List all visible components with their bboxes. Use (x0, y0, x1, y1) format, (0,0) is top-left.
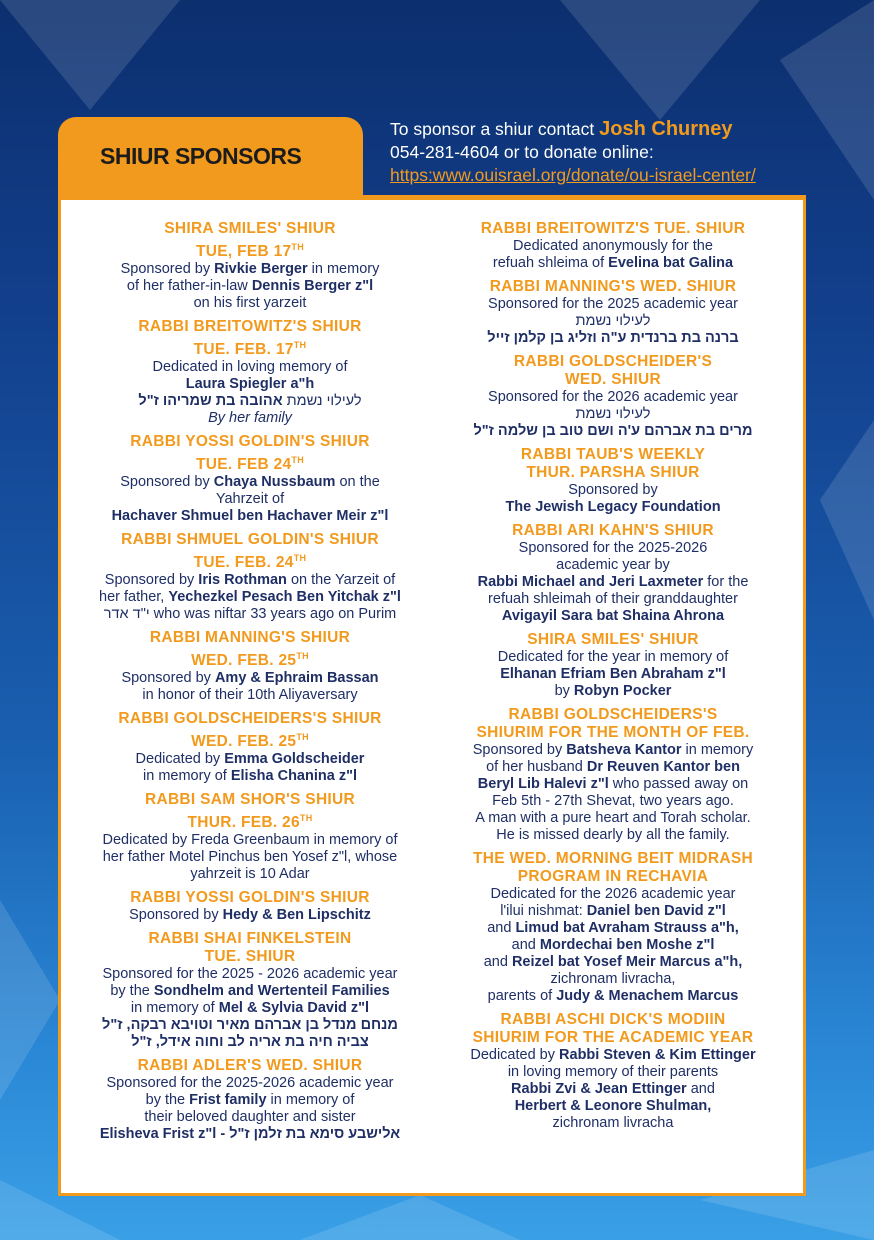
sponsor-line: Laura Spiegler a"h (185, 376, 315, 392)
shiur-title: RABBI YOSSI GOLDIN'S SHIUR (130, 889, 370, 906)
shiur-date: WED. FEB. 25TH (191, 651, 309, 669)
sponsor-line: Dedicated in loving memory of (152, 359, 348, 375)
sponsor-line: and Mordechai ben Moshe z"l (511, 937, 715, 953)
donate-link[interactable]: https:www.ouisrael.org/donate/ou-israel-center/ (390, 165, 756, 185)
shiur-date: TUE, FEB 17TH (195, 242, 305, 260)
sponsor-line: and Limud bat Avraham Strauss a"h, (487, 920, 739, 936)
shiur-title: RABBI SHAI FINKELSTEIN (148, 930, 352, 947)
contact-phone: 054-281-4604 or to donate online: (390, 142, 654, 162)
sponsor-line: Sponsored by Batsheva Kantor in memory (472, 742, 754, 758)
sponsor-block (438, 446, 788, 516)
sponsor-block (71, 433, 429, 525)
sponsor-line: their beloved daughter and sister (144, 1109, 356, 1125)
sponsor-block (71, 318, 429, 427)
shiur-date: SHIURIM FOR THE MONTH OF FEB. (476, 724, 750, 741)
shiur-title: RABBI MANNING'S SHIUR (149, 629, 351, 646)
sponsor-line: Sponsored for the 2025 academic year (488, 296, 738, 312)
sponsor-line: of her father-in-law Dennis Berger z"l (126, 278, 374, 294)
shiur-title: RABBI SAM SHOR'S SHIUR (144, 791, 356, 808)
shiur-title: RABBI GOLDSCHEIDERS'S (508, 706, 718, 723)
sponsor-block (438, 220, 788, 272)
sponsor-line: refuah shleimah of their granddaughter (488, 591, 738, 607)
sponsor-line: Rabbi Michael and Jeri Laxmeter for the (477, 574, 749, 590)
sponsor-line: and Reizel bat Yosef Meir Marcus a"h, (483, 954, 743, 970)
sponsor-block (71, 791, 429, 883)
sponsor-line: in honor of their 10th Aliyaversary (142, 687, 358, 703)
sponsor-line: Sponsored for the 2026 academic year (488, 389, 738, 405)
sponsor-line: Dedicated by Rabbi Steven & Kim Ettinger (470, 1047, 756, 1063)
sponsor-line: zichronam livracha (552, 1115, 674, 1131)
sponsor-line: on his first yarzeit (193, 295, 307, 311)
sponsor-block (438, 522, 788, 625)
shiur-title: SHIRA SMILES' SHIUR (527, 631, 699, 648)
sponsor-line: zichronam livracha, (550, 971, 676, 987)
sponsor-line: צביה חיה בת אריה לב וחוה אידל, ז"ל (131, 1034, 369, 1050)
shiur-title: RABBI BREITOWITZ'S SHIUR (138, 318, 362, 335)
shiur-date: THUR. FEB. 26TH (187, 813, 313, 831)
shiur-date: TUE. FEB. 24TH (193, 553, 307, 571)
sponsor-line: Dedicated anonymously for the (513, 238, 713, 254)
shiur-title: RABBI YOSSI GOLDIN'S SHIUR (130, 433, 370, 450)
shiur-date: WED. SHIUR (565, 371, 661, 388)
sponsor-line: by the Sondhelm and Wertenteil Families (110, 983, 390, 999)
sponsor-block (438, 1011, 788, 1132)
page-title: SHIUR SPONSORS (100, 143, 302, 169)
sponsor-line: Sponsored by Hedy & Ben Lipschitz (129, 907, 371, 923)
shiur-title: RABBI ARI KAHN'S SHIUR (512, 522, 714, 539)
right-column (438, 220, 788, 1138)
shiur-date: SHIURIM FOR THE ACADEMIC YEAR (472, 1029, 754, 1046)
sponsor-line: Feb 5th - 27th Shevat, two years ago. (492, 793, 734, 809)
sponsor-line: in loving memory of their parents (507, 1064, 719, 1080)
sponsor-line: Sponsored for the 2025-2026 (518, 540, 708, 556)
sponsor-block (71, 1057, 429, 1143)
sponsor-line: Dedicated by Freda Greenbaum in memory of (102, 832, 398, 848)
shiur-title: THE WED. MORNING BEIT MIDRASH (473, 850, 753, 867)
sponsor-block (71, 889, 429, 924)
sponsor-line: Sponsored for the 2025-2026 academic year (106, 1075, 394, 1091)
sponsor-line: By her family (208, 410, 292, 426)
shiur-title: RABBI GOLDSCHEIDER'S (513, 353, 713, 370)
shiur-title: RABBI ASCHI DICK'S MODIIN (500, 1011, 726, 1028)
sponsor-line: parents of Judy & Menachem Marcus (487, 988, 739, 1004)
sponsor-line: Sponsored by Amy & Ephraim Bassan (121, 670, 379, 686)
sponsor-line: מנחם מנדל בן אברהם מאיר וטויבא רבקה, ז"ל (102, 1017, 398, 1033)
shiur-title: RABBI GOLDSCHEIDERS'S SHIUR (118, 710, 382, 727)
shiur-title: RABBI ADLER'S WED. SHIUR (137, 1057, 363, 1074)
sponsor-block (71, 710, 429, 785)
sponsor-line: in memory of Mel & Sylvia David z"l (130, 1000, 370, 1016)
sponsor-line: her father, Yechezkel Pesach Ben Yitchak z"l (99, 589, 401, 605)
shiur-date: PROGRAM IN RECHAVIA (517, 868, 709, 885)
sponsor-line: Sponsored by Iris Rothman on the Yarzeit of (104, 572, 396, 588)
sponsor-line: Sponsored by Chaya Nussbaum on the (120, 474, 380, 490)
sponsor-block (438, 278, 788, 347)
sponsor-line: A man with a pure heart and Torah scholar. (475, 810, 751, 826)
sponsor-line: of her husband Dr Reuven Kantor ben (486, 759, 740, 775)
sponsor-block (71, 531, 429, 623)
sponsor-line: Elhanan Efriam Ben Abraham z"l (500, 666, 726, 682)
sponsor-block (438, 706, 788, 844)
left-column (71, 220, 429, 1149)
shiur-title: RABBI SHMUEL GOLDIN'S SHIUR (121, 531, 379, 548)
shiur-title: RABBI MANNING'S WED. SHIUR (489, 278, 737, 295)
sponsor-line: ברנה בת ברנדית ע"ה וזליג בן קלמן זייל (487, 330, 739, 346)
sponsor-line: Sponsored by (568, 482, 658, 498)
sponsor-line: לעילוי נשמת (575, 313, 651, 329)
sponsor-line: Dedicated for the 2026 academic year (490, 886, 736, 902)
contact-prefix: To sponsor a shiur contact (390, 119, 600, 139)
sponsor-line: Herbert & Leonore Shulman, (514, 1098, 712, 1114)
sponsor-line: Elisheva Frist z"l - אלישבע סימא בת זלמן ז"ל (99, 1126, 401, 1142)
sponsor-line: in memory of Elisha Chanina z"l (143, 768, 357, 784)
sponsor-block (438, 631, 788, 700)
sponsor-line: Dedicated by Emma Goldscheider (135, 751, 365, 767)
shiur-date: TUE. SHIUR (204, 948, 296, 965)
sponsor-line: לעילוי נשמת (575, 406, 651, 422)
sponsor-line: her father Motel Pinchus ben Yosef z"l, whose (102, 849, 398, 865)
sponsor-line: refuah shleima of Evelina bat Galina (492, 255, 734, 271)
sponsor-line: by the Frist family in memory of (145, 1092, 355, 1108)
shiur-title: RABBI BREITOWITZ'S TUE. SHIUR (480, 220, 746, 237)
shiur-date: THUR. PARSHA SHIUR (526, 464, 700, 481)
sponsor-line: He is missed dearly by all the family. (496, 827, 730, 843)
sponsor-line: academic year by (556, 557, 670, 573)
sponsor-line: Hachaver Shmuel ben Hachaver Meir z"l (111, 508, 389, 524)
sponsor-line: Dedicated for the year in memory of (497, 649, 729, 665)
sponsor-line: The Jewish Legacy Foundation (505, 499, 721, 515)
shiur-title: RABBI TAUB'S WEEKLY (520, 446, 706, 463)
sponsor-block (438, 353, 788, 440)
sponsor-block (438, 850, 788, 1005)
sponsor-contact (390, 118, 756, 187)
sponsor-line: Beryl Lib Halevi z"l who passed away on (477, 776, 749, 792)
sponsor-line: Sponsored by Rivkie Berger in memory (120, 261, 380, 277)
sponsor-line: Sponsored for the 2025 - 2026 academic year (102, 966, 398, 982)
sponsor-line: לעילוי נשמת אהובה בת שמריהו ז"ל (138, 393, 362, 409)
sponsor-block (71, 629, 429, 704)
sponsor-block (71, 220, 429, 312)
sponsor-line: מרים בת אברהם ע'ה ושם טוב בן שלמה ז"ל (473, 423, 753, 439)
sponsor-line: Avigayil Sara bat Shaina Ahrona (501, 608, 725, 624)
shiur-title: SHIRA SMILES' SHIUR (164, 220, 336, 237)
sponsor-line: Rabbi Zvi & Jean Ettinger and (511, 1081, 715, 1097)
sponsors-card (58, 195, 806, 1196)
sponsor-line: l'ilui nishmat: Daniel ben David z"l (500, 903, 726, 919)
sponsor-line: by Robyn Pocker (554, 683, 672, 699)
contact-name: Josh Churney (599, 118, 733, 140)
sponsor-line: Yahrzeit of (215, 491, 285, 507)
sponsor-block (71, 930, 429, 1051)
shiur-date: WED. FEB. 25TH (191, 732, 309, 750)
sponsor-line: י"ד אדר who was niftar 33 years ago on Purim (103, 606, 397, 622)
shiur-date: TUE. FEB. 17TH (193, 340, 307, 358)
shiur-date: TUE. FEB 24TH (195, 455, 305, 473)
sponsor-line: yahrzeit is 10 Adar (190, 866, 310, 882)
